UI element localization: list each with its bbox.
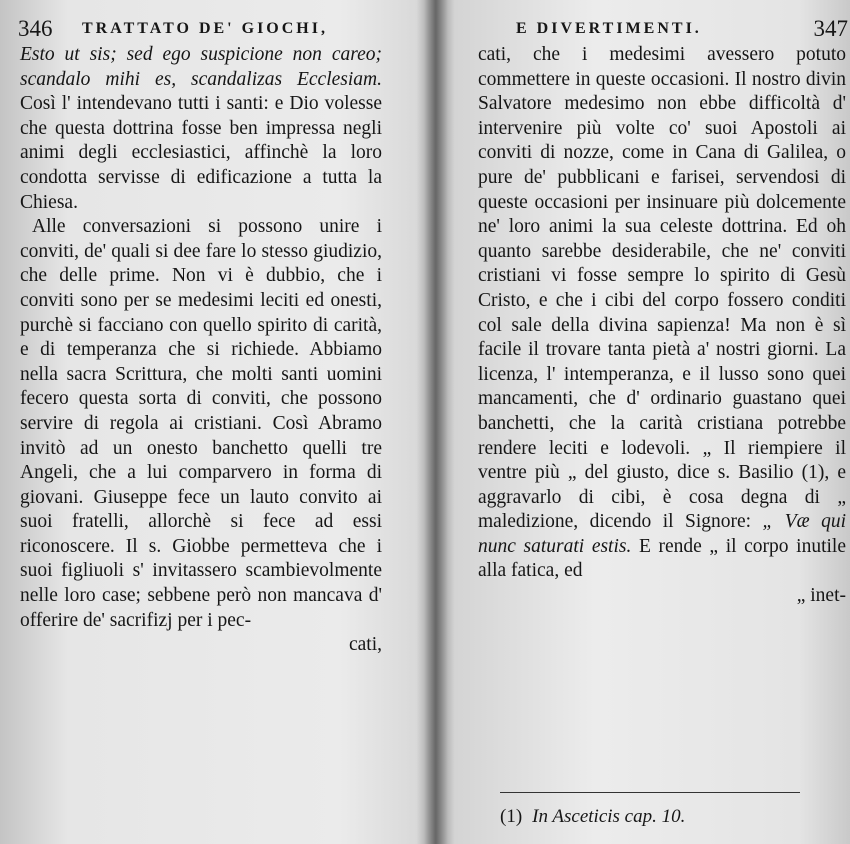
footnote-rule bbox=[500, 792, 800, 793]
catchword: „ inet- bbox=[796, 585, 846, 607]
right-page-text bbox=[478, 43, 846, 609]
right-body-paragraph bbox=[478, 43, 846, 584]
footnote bbox=[500, 806, 820, 828]
left-paragraph-1 bbox=[20, 43, 382, 215]
right-body: cati, che i medesimi avessero potuto commettere in queste occasioni. Il nostro divin Salvatore medesimo non ebbe difficoltà d' intervenire più volte co' suoi Apostoli ai conviti di nozze, come in Cana di Galilea, o pure de' pubblicani e farisei, servendosi di queste occasioni per insinuare più dolcemente ne' loro animi la sua celeste dottrina. Ed oh quanto sarebbe desiderabile, che ne' conviti cristiani vi fosse sempre lo spirito di Gesù Cristo, e che i cibi del corpo fossero conditi col sale della divina sapienza! Ma non è sì facile il trovare tanta pietà a' nostri giorni. La licenza, l' intemperanza, e il lusso sono quei mancamenti, che d' ordinario guastano quei banchetti, che la carità cristiana potrebbe rendere leciti e lodevoli. „ Il riempiere il ventre più „ del giusto, dice s. Basilio (1), e aggravarlo di cibi, è cosa degna di „ maledizione, dicendo il Signore: bbox=[478, 44, 846, 533]
left-running-head: TRATTATO DE' GIOCHI, bbox=[82, 20, 328, 37]
right-page-header bbox=[508, 16, 848, 46]
right-page-number: 347 bbox=[813, 16, 848, 41]
left-page-text bbox=[20, 43, 382, 658]
footnote-text: In Asceticis cap. 10. bbox=[532, 806, 686, 827]
left-paragraph-2: Alle conversazioni si possono unire i conviti, de' quali si dee fare lo stesso giudizio, che delle prime. Non vi è dubbio, che i conviti sono per se medesimi leciti ed onesti, purchè si facciano con quello spirito di carità, e di temperanza che si richiede. Abbiamo nella sacra Scrittura, che molti santi uomini fecero questa sorta di conviti, che possono servire di regola ai cristiani. Così Abramo invitò ad un onesto banchetto quelli tre Angeli, che a lui comparvero in forma di giovani. Giuseppe fece un lauto convito ai suoi fratelli, allorchè si fece ad essi riconoscere. Il s. Giobbe permetteva che i suoi figliuoli s' invitassero scambievolmente nelle loro case; sebbene però non mancava d' offerire de' sacrifizj per i pec- bbox=[20, 216, 382, 631]
left-page-header bbox=[18, 16, 413, 46]
left-last-word: cati, bbox=[348, 634, 382, 656]
latin-quote: „ Væ qui nunc saturati estis. bbox=[478, 511, 846, 557]
footnote-mark: (1) bbox=[500, 806, 523, 827]
left-paragraph-1-rest: Così l' intendevano tutti i santi: e Dio volesse che questa dottrina fosse ben impressa negli animi degli ecclesiastici, affinchè la loro condotta servisse di edificazione a tutta la Chiesa. bbox=[20, 93, 382, 213]
right-body-after-quote: E rende „ il corpo inutile alla fatica, ed bbox=[478, 535, 846, 582]
right-running-head: E DIVERTIMENTI. bbox=[516, 20, 702, 37]
left-page-number: 346 bbox=[18, 16, 53, 41]
right-page bbox=[438, 0, 850, 844]
latin-continuation-quote: Esto ut sis; sed ego suspicione non careo; scandalo mihi es, scandalizas Ecclesiam. bbox=[20, 44, 382, 90]
